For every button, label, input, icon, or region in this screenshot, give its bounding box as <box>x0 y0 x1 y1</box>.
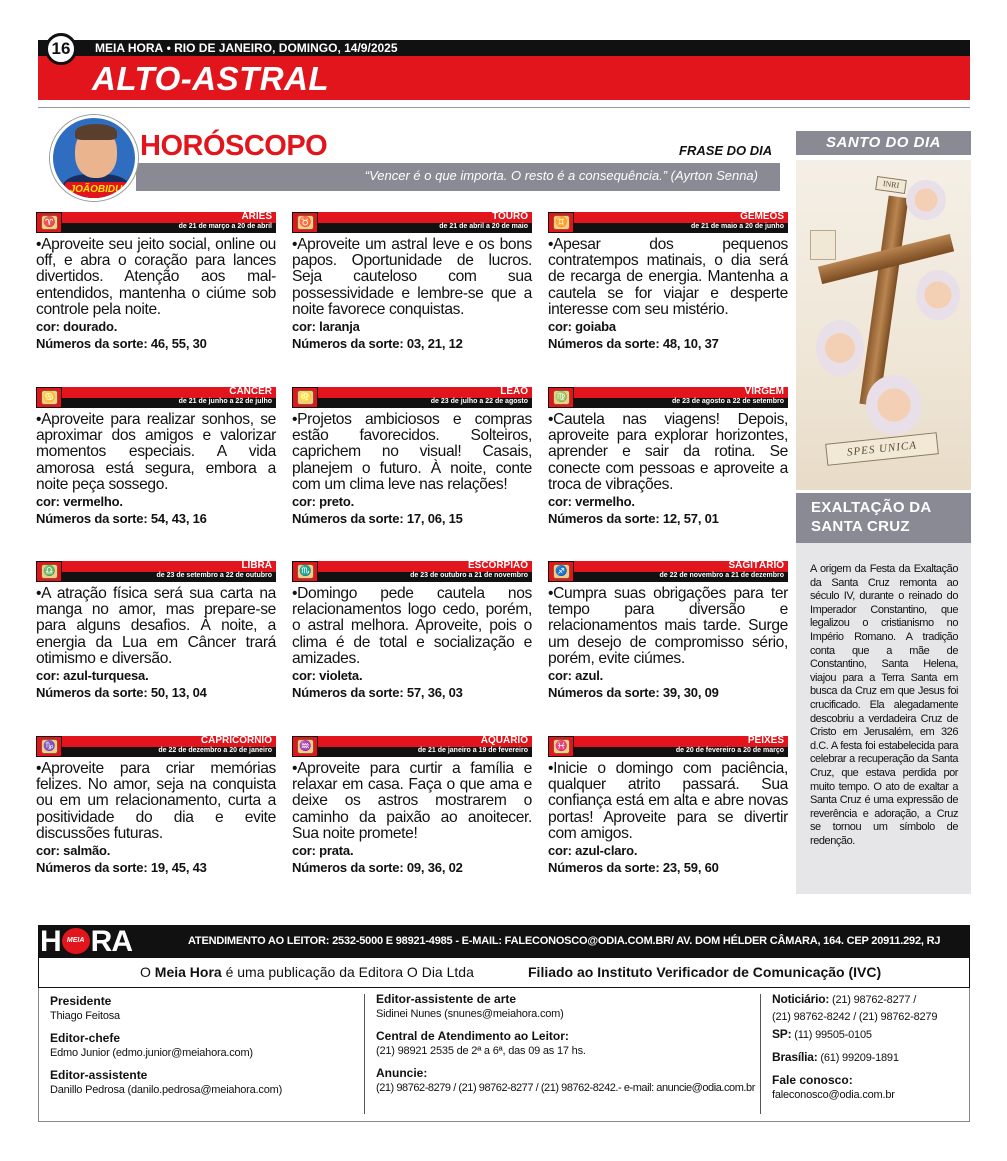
sign-text: •A atração física será sua carta na manga no amor, mas prepare-se para alguns desafios. À noite, a energia da Lua em Câncer trará otimismo e diversão. <box>36 585 276 667</box>
sign-numbers: Números da sorte: 12, 57, 01 <box>548 511 719 527</box>
angel-icon <box>816 320 864 376</box>
cancer-icon <box>36 387 62 408</box>
sign-block <box>548 561 788 701</box>
sign-header <box>36 736 276 758</box>
sign-color: cor: violeta. <box>292 668 363 684</box>
aries-icon-glyph: ♈ <box>41 215 58 230</box>
pub-suffix: é uma publicação da Editora O Dia Ltda <box>221 964 474 980</box>
sp-value: (11) 99505-0105 <box>791 1029 872 1041</box>
sign-color: cor: preto. <box>292 494 355 510</box>
gemini-icon-glyph: ♊ <box>553 215 570 230</box>
astrologer-avatar <box>50 115 138 201</box>
santa-cruz-image <box>796 160 971 490</box>
santo-text: A origem da Festa da Exaltação da Santa Cruz remonta ao século IV, durante o reinado do Imperador Constantino, que legalizou o cristianismo no Império Romano. A tradição conta que a mãe de Constantino, Santa Helena, viajou para a Terra Santa em busca da Cruz em que Jesus foi crucificado. Ela alegadamente descobriu a verdadeira Cruz de Cristo em Jerusalém, em 326 d.C. A festa foi estabelecida para celebrar a recuperação da Santa Cruz, que estava perdida por muito tempo. O ato de exaltar a Santa Cruz é uma expressão de reverência e adoração, a Cruz se tornou um símbolo de redenção. <box>810 563 958 847</box>
sign-name: CAPRICÓRNIO <box>200 735 272 746</box>
staff-heading: Presidente <box>50 994 112 1008</box>
staff-value: Edmo Junior (edmo.junior@meiahora.com) <box>50 1047 253 1059</box>
sign-numbers: Números da sorte: 46, 55, 30 <box>36 336 207 352</box>
sign-text: •Domingo pede cautela nos relacionamentos logo cedo, porém, o astral melhora. Aproveite, pois o clima é de total e socialização e amizades. <box>292 585 532 667</box>
section-title: ALTO-ASTRAL <box>92 60 330 97</box>
sign-numbers: Números da sorte: 09, 36, 02 <box>292 860 463 876</box>
sign-dates: de 20 de fevereiro a 20 de março <box>675 747 784 754</box>
sign-text: •Apesar dos pequenos contratempos matinais, o dia será de recarga de energia. Mantenha a cautela se for viajar e desperte interesse com seu mistério. <box>548 236 788 318</box>
cancer-icon-glyph: ♋ <box>41 390 58 405</box>
sign-dates: de 23 de outubro a 21 de novembro <box>410 572 528 579</box>
sign-block <box>36 561 276 701</box>
sign-header <box>292 212 532 234</box>
sign-name: TOURO <box>492 211 528 222</box>
cross-vertical <box>859 196 908 407</box>
sign-text: •Inicie o domingo com paciência, qualquer atrito passará. Sua confiança está em alta e abre novas portas! Aproveite para se divertir com amigos. <box>548 760 788 842</box>
libra-icon-glyph: ♎ <box>41 564 58 579</box>
sign-name: SAGITÁRIO <box>728 560 784 571</box>
staff-heading: Editor-assistente de arte <box>376 992 517 1006</box>
angel-icon <box>916 270 960 320</box>
staff-col-2 <box>376 992 755 1103</box>
sagittarius-icon-glyph: ♐ <box>553 564 570 579</box>
noticiario-value-2: (21) 98762-8242 / (21) 98762-8279 <box>772 1011 938 1023</box>
sign-text: •Aproveite um astral leve e os bons papos. Oportunidade de lucros. Seja cauteloso com sua possessividade e lembre-se que a noite favorece conquistas. <box>292 236 532 318</box>
publication-credit <box>140 964 474 980</box>
sign-name: PEIXES <box>747 735 784 746</box>
sign-text: •Aproveite para realizar sonhos, se aproximar dos amigos e valorizar momentos especiais. A vida amorosa está segura, embora a noite peça sossego. <box>36 411 276 493</box>
noticiario-line <box>772 992 937 1008</box>
noticiario-value: (21) 98762-8277 / <box>829 994 917 1006</box>
header-meta <box>95 41 398 55</box>
sign-block <box>548 212 788 352</box>
sign-numbers: Números da sorte: 17, 06, 15 <box>292 511 463 527</box>
sign-block <box>292 212 532 352</box>
sign-header <box>548 212 788 234</box>
header-date: • RIO DE JANEIRO, DOMINGO, 14/9/2025 <box>166 41 398 55</box>
staff-value: Thiago Feitosa <box>50 1010 120 1022</box>
veil-icon <box>810 230 836 260</box>
fale-value: faleconosco@odia.com.br <box>772 1089 895 1101</box>
sign-dates: de 23 de agosto a 22 de setembro <box>671 398 784 405</box>
logo-meia: MEIA <box>66 937 85 945</box>
sign-block <box>292 387 532 527</box>
sign-name: GÊMEOS <box>740 211 784 222</box>
santo-header: SANTO DO DIA <box>796 131 971 155</box>
spes-unica-banner: SPES UNICA <box>825 432 939 466</box>
meia-hora-logo <box>40 927 132 956</box>
aquarius-icon-glyph: ♒ <box>297 739 314 754</box>
pisces-icon <box>548 736 574 757</box>
sign-block <box>36 212 276 352</box>
sign-name: AQUÁRIO <box>480 735 528 746</box>
taurus-icon <box>292 212 318 233</box>
avatar-hair <box>75 124 117 140</box>
aries-icon <box>36 212 62 233</box>
sign-color: cor: azul-turquesa. <box>36 668 149 684</box>
sign-numbers: Números da sorte: 39, 30, 09 <box>548 685 719 701</box>
sign-color: cor: vermelho. <box>36 494 123 510</box>
angel-icon <box>866 375 922 435</box>
sign-dates: de 21 de maio a 20 de junho <box>691 223 784 230</box>
fale-heading: Fale conosco: <box>772 1073 853 1087</box>
sign-header <box>292 387 532 409</box>
capricorn-icon-glyph: ♑ <box>41 739 58 754</box>
staff-value: Danillo Pedrosa (danilo.pedrosa@meiahora.com) <box>50 1084 283 1096</box>
section-banner <box>38 56 970 100</box>
sign-text: •Aproveite para curtir a família e relaxar em casa. Faça o que ama e deixe os astros mostrarem o caminho da paixão ao anoitecer. Sua noite promete! <box>292 760 532 842</box>
staff-col-1 <box>50 994 282 1105</box>
taurus-icon-glyph: ♉ <box>297 215 314 230</box>
column-divider <box>364 994 365 1114</box>
logo-o <box>62 928 90 954</box>
aquarius-icon <box>292 736 318 757</box>
pub-brand: Meia Hora <box>154 964 222 980</box>
sign-dates: de 21 de abril a 20 de maio <box>439 223 528 230</box>
virgo-icon <box>548 387 574 408</box>
logo-ra: RA <box>90 925 133 958</box>
sign-numbers: Números da sorte: 50, 13, 04 <box>36 685 207 701</box>
staff-value: (21) 98921 2535 de 2ª a 6ª, das 09 as 17 hs. <box>376 1045 586 1057</box>
header-brand: MEIA HORA <box>95 41 164 55</box>
staff-heading: Central de Atendimento ao Leitor: <box>376 1029 569 1043</box>
scorpio-icon-glyph: ♏ <box>297 564 314 579</box>
staff-heading: Editor-chefe <box>50 1031 121 1045</box>
sp-line <box>772 1027 937 1043</box>
sign-color: cor: azul-claro. <box>548 843 638 859</box>
sp-heading: SP: <box>772 1027 792 1041</box>
pub-prefix: O <box>140 964 155 980</box>
sign-block <box>36 387 276 527</box>
sign-numbers: Números da sorte: 23, 59, 60 <box>548 860 719 876</box>
frase-text: “Vencer é o que importa. O resto é a consequência.” (Ayrton Senna) <box>364 168 758 183</box>
staff-heading: Anuncie: <box>376 1066 428 1080</box>
sign-header <box>548 561 788 583</box>
sign-dates: de 21 de março a 20 de abril <box>178 223 272 230</box>
sign-block <box>548 736 788 876</box>
sign-dates: de 23 de setembro a 22 de outubro <box>156 572 272 579</box>
virgo-icon-glyph: ♍ <box>553 390 570 405</box>
avatar-name: JOÃOBIDU <box>65 182 127 198</box>
sign-name: CÂNCER <box>229 386 272 397</box>
sign-header <box>36 561 276 583</box>
sign-numbers: Números da sorte: 03, 21, 12 <box>292 336 463 352</box>
santo-name: EXALTAÇÃO DA SANTA CRUZ <box>796 493 971 543</box>
scorpio-icon <box>292 561 318 582</box>
page-number: 16 <box>45 33 77 65</box>
sign-dates: de 21 de janeiro a 19 de fevereiro <box>417 747 528 754</box>
leo-icon <box>292 387 318 408</box>
sign-color: cor: goiaba <box>548 319 616 335</box>
staff-col-3 <box>772 992 937 1110</box>
sign-numbers: Números da sorte: 54, 43, 16 <box>36 511 207 527</box>
pisces-icon-glyph: ♓ <box>553 739 570 754</box>
leo-icon-glyph: ♌ <box>297 390 314 405</box>
sign-header <box>36 212 276 234</box>
sign-header <box>36 387 276 409</box>
sagittarius-icon <box>548 561 574 582</box>
horoscope-title: HORÓSCOPO <box>140 130 328 162</box>
sign-color: cor: azul. <box>548 668 604 684</box>
sign-text: •Cautela nas viagens! Depois, aproveite para explorar horizontes, aprender e sair da rotina. Se conecte com pessoas e aproveite a troca de vibrações. <box>548 411 788 493</box>
sign-header <box>292 736 532 758</box>
angel-icon <box>906 180 946 220</box>
sign-color: cor: salmão. <box>36 843 111 859</box>
sign-header <box>292 561 532 583</box>
sign-text: •Aproveite para criar memórias felizes. No amor, seja na conquista ou em um relacionamento, curta a positividade do dia e evite discussões futuras. <box>36 760 276 842</box>
filiado-ivc: Filiado ao Instituto Verificador de Comunicação (IVC) <box>528 964 882 980</box>
sign-dates: de 23 de julho a 22 de agosto <box>430 398 528 405</box>
capricorn-icon <box>36 736 62 757</box>
sign-text: •Cumpra suas obrigações para ter tempo para diversão e relacionamentos mais tarde. Surge um desejo de compromisso sério, porém, evite ciúmes. <box>548 585 788 667</box>
sign-color: cor: laranja <box>292 319 360 335</box>
sign-name: VIRGEM <box>744 386 784 397</box>
sign-color: cor: vermelho. <box>548 494 635 510</box>
sign-header <box>548 736 788 758</box>
sign-text: •Aproveite seu jeito social, online ou off, e abra o coração para lances divertidos. Atenção aos mal-entendidos, mantenha o ciúme sob controle pela noite. <box>36 236 276 318</box>
sign-color: cor: dourado. <box>36 319 118 335</box>
sign-dates: de 21 de junho a 22 de julho <box>178 398 272 405</box>
staff-value: (21) 98762-8279 / (21) 98762-8277 / (21) 98762-8242.- e-mail: anuncie@odia.com.br <box>376 1082 755 1094</box>
sign-block <box>36 736 276 876</box>
sign-color: cor: prata. <box>292 843 354 859</box>
gemini-icon <box>548 212 574 233</box>
staff-value: Sidinei Nunes (snunes@meiahora.com) <box>376 1008 564 1020</box>
inri-plaque: INRI <box>875 176 907 194</box>
staff-heading: Editor-assistente <box>50 1068 148 1082</box>
sign-name: ESCORPIÃO <box>467 560 528 571</box>
brasilia-value: (61) 99209-1891 <box>817 1052 899 1064</box>
sign-name: LEÃO <box>500 386 528 397</box>
sign-header <box>548 387 788 409</box>
sign-numbers: Números da sorte: 57, 36, 03 <box>292 685 463 701</box>
sign-block <box>548 387 788 527</box>
sign-numbers: Números da sorte: 48, 10, 37 <box>548 336 719 352</box>
sign-name: LIBRA <box>241 560 272 571</box>
noticiario-heading: Noticiário: <box>772 992 830 1006</box>
libra-icon <box>36 561 62 582</box>
sign-block <box>292 736 532 876</box>
sign-dates: de 22 de dezembro a 20 de janeiro <box>158 747 272 754</box>
sign-numbers: Números da sorte: 19, 45, 43 <box>36 860 207 876</box>
footer-contact: ATENDIMENTO AO LEITOR: 2532-5000 E 98921-4985 - E-MAIL: FALECONOSCO@ODIA.COM.BR/ AV. DOM HÉLDER CÂMARA, 164. CEP 20911.292, RJ <box>188 935 941 947</box>
logo-h: H <box>40 925 61 958</box>
brasilia-line <box>772 1050 937 1066</box>
column-divider <box>760 994 761 1114</box>
sign-dates: de 22 de novembro a 21 de dezembro <box>659 572 784 579</box>
sign-name: ÁRIES <box>241 211 272 222</box>
sign-text: •Projetos ambiciosos e compras estão favorecidos. Solteiros, caprichem no visual! Casais, planejem o futuro. À noite, conte com um clima leve nas relações! <box>292 411 532 493</box>
frase-bar <box>136 163 780 191</box>
divider <box>38 107 970 108</box>
sign-block <box>292 561 532 701</box>
brasilia-heading: Brasília: <box>772 1050 818 1064</box>
frase-label: FRASE DO DIA <box>679 143 773 158</box>
